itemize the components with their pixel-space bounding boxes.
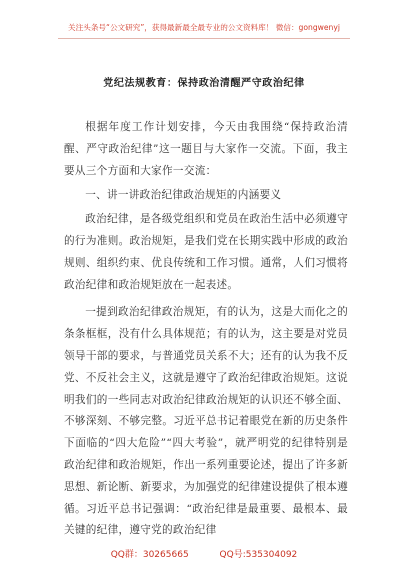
intro-paragraph: 根据年度工作计划安排，今天由我围绕“保持政治清醒、严守政治纪律”这一题目与大家作一交流。下面，我主要从三个方面和大家作一交流： [64,121,348,177]
header-divider [58,38,350,39]
qq-number-label: QQ号:535304092 [219,550,298,560]
header-banner: 关注头条号“公文研究”，获得最新最全最专业的公文资料库！ 微信：gongwenyj [68,23,340,32]
footer-contact [0,547,408,560]
document-title: 党纪法规教育：保持政治清醒严守政治纪律 [103,78,305,89]
section-heading: 一、讲一讲政治纪律政治规矩的内涵要义 [85,189,282,202]
document-body [64,117,348,545]
qq-group-label: QQ群：30265665 [110,550,189,560]
body-paragraph: 一提到政治纪律政治规矩，有的认为，这是大而化之的条条框框，没有什么具体规范；有的认为，这主要是对党员领导干部的要求，与普通党员关系不大；还有的认为我不反党、不反社会主义，这就是遵守了政治纪律政治规矩。这说明我们的一些同志对政治纪律政治规矩的认识还不够全面、不够深刻、不够完整。习近平总书记着眼党在新的历史条件下面临的“四大危险”“四大考验”，就严明党的纪律特别是政治纪律和政治规矩，作出一系列重要论述，提出了许多新思想、新论断、新要求，为加强党的纪律建设提供了根本遵循。习近平总书记强调：“政治纪律是最重要、最根本、最关键的纪律，遵守党的政治纪律 [64,306,348,537]
body-paragraph: 政治纪律，是各级党组织和党员在政治生活中必须遵守的行为准则。政治规矩，是我们党在长期实践中形成的政治规则、组织约束、优良传统和工作习惯。通常，人们习惯将政治纪律和政治规矩放在一起表述。 [64,213,348,291]
